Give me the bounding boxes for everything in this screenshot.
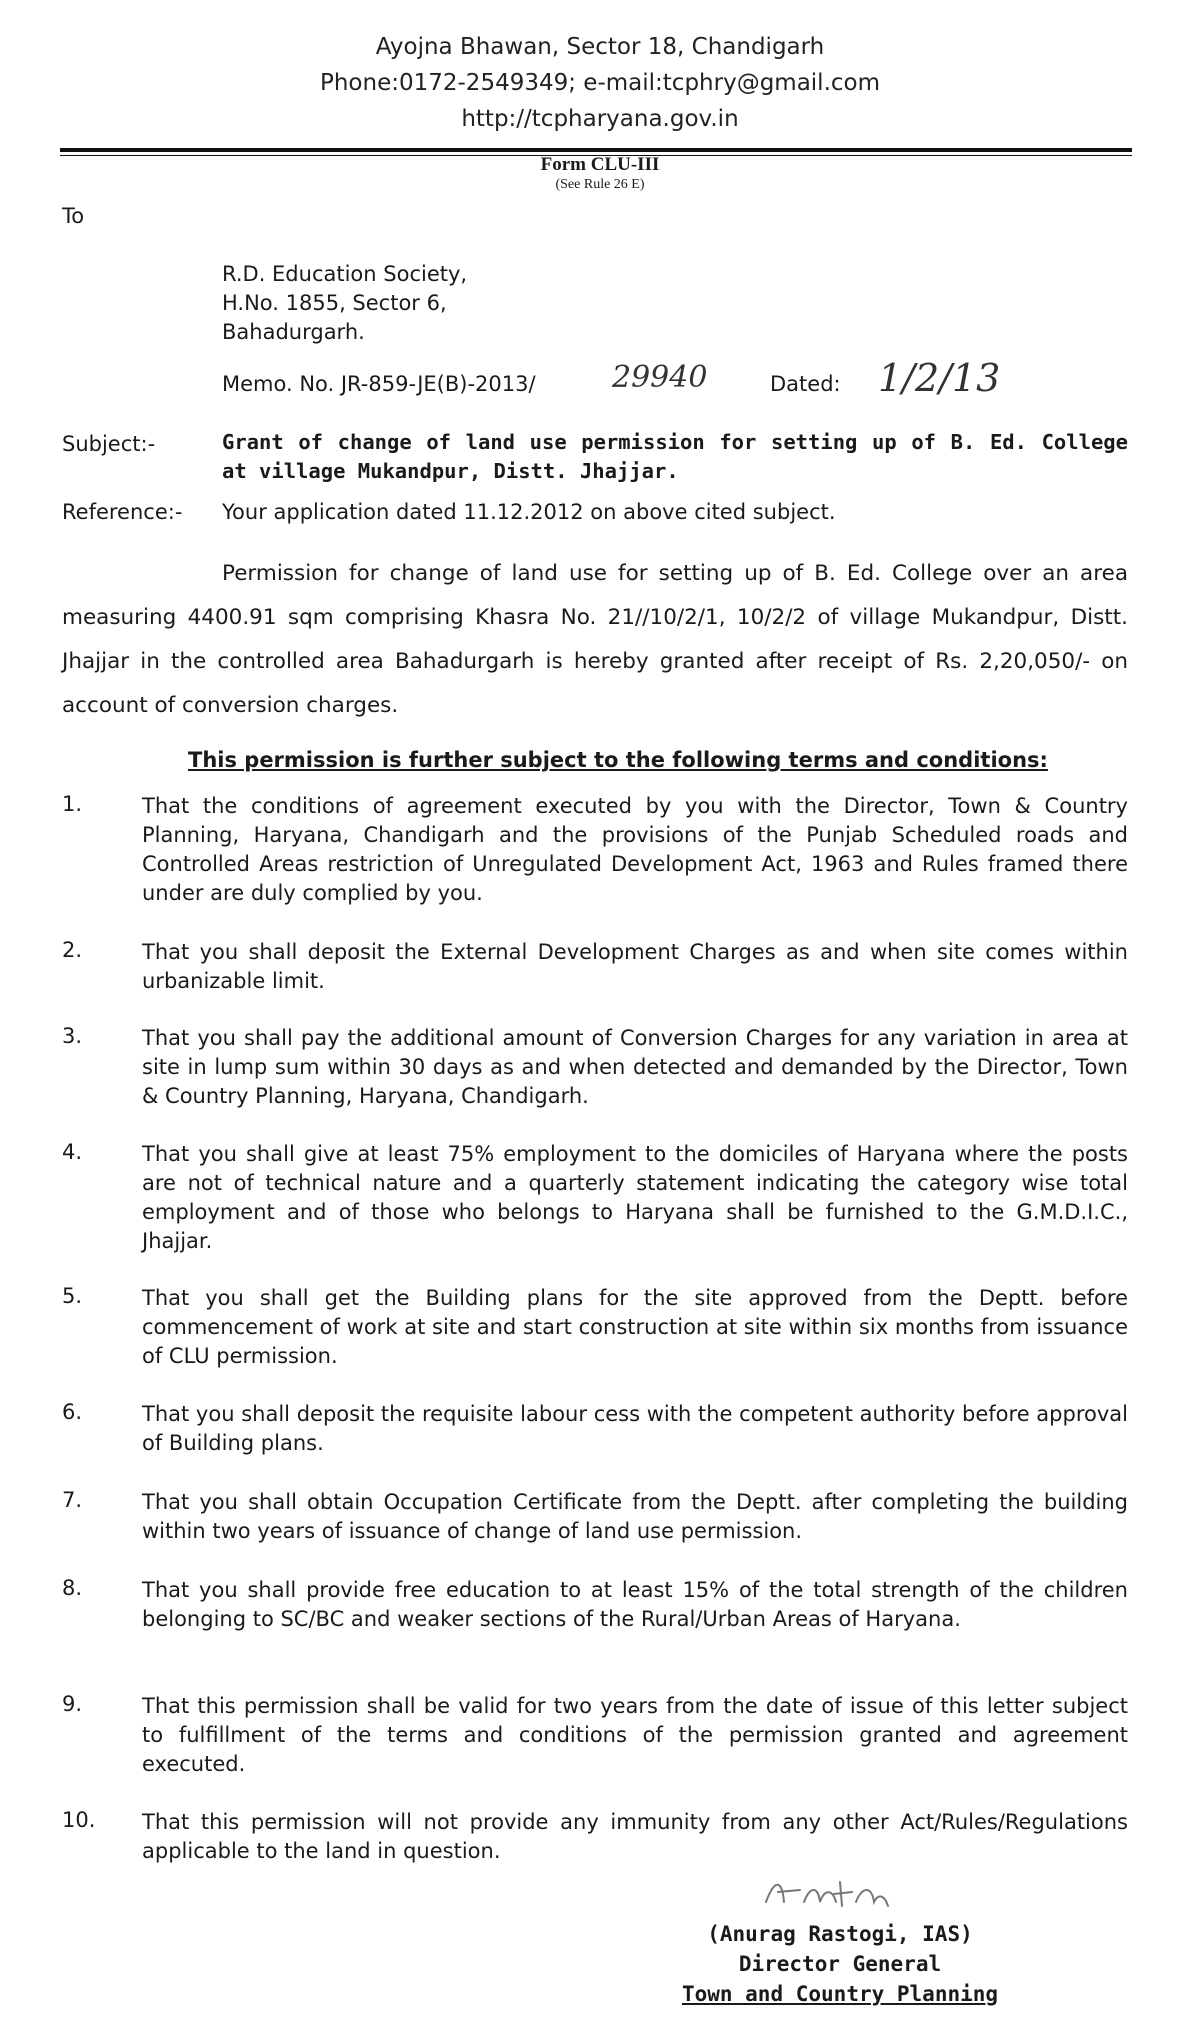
- condition-text: That you shall pay the additional amount of Conversion Charges for any variation in area at site in lump sum within 30 days as and when detected and demanded by the Director, Town & Country Planning, Haryana, Chandigarh.: [142, 1026, 1128, 1108]
- letterhead-address: Ayojna Bhawan, Sector 18, Chandigarh: [375, 34, 825, 60]
- permission-paragraph: Permission for change of land use for setting up of B. Ed. College over an area measuring 4400.91 sqm comprising Khasra No. 21//10/2/1, 10/2/2 of village Mukandpur, Distt. Jhajjar in the controlled area Bahadurgarh is hereby granted after receipt of Rs. 2,20,050/- on account of conversion charges.: [62, 561, 1128, 718]
- signature-mark: [760, 1872, 900, 1916]
- letterhead-contact: Phone:0172-2549349; e-mail:tcphry@gmail.com: [319, 70, 881, 96]
- condition-number: 3.: [62, 1024, 83, 1048]
- condition-number: 1.: [62, 792, 83, 816]
- condition-number: 6.: [62, 1400, 83, 1424]
- signatory-designation: Director General: [738, 1952, 942, 1976]
- to-label: To: [62, 204, 85, 228]
- condition-text: That the conditions of agreement executed by you with the Director, Town & Country Planning, Haryana, Chandigarh and the provisions of the Punjab Scheduled roads and Controlled Areas restriction of Unregulated Development Act, 1963 and Rules framed there under are duly complied by you.: [142, 794, 1128, 905]
- condition-number: 9.: [62, 1692, 83, 1716]
- condition-text: That this permission shall be valid for two years from the date of issue of this letter subject to fulfillment of the terms and conditions of the permission granted and agreement executed.: [142, 1694, 1128, 1776]
- subject-text: Grant of change of land use permission for setting up of B. Ed. College at village Mukandpur, Distt. Jhajjar.: [222, 430, 1128, 483]
- condition-number: 4.: [62, 1140, 83, 1164]
- addressee-line-3: Bahadurgarh.: [222, 320, 365, 344]
- condition-text: That you shall deposit the requisite labour cess with the competent authority before approval of Building plans.: [142, 1402, 1128, 1455]
- reference-label: Reference:-: [62, 500, 183, 524]
- condition-number: 10.: [62, 1808, 96, 1832]
- signatory-name: (Anurag Rastogi, IAS): [707, 1922, 973, 1946]
- condition-text: That you shall obtain Occupation Certificate from the Deptt. after completing the building within two years of issuance of change of land use permission.: [142, 1490, 1128, 1543]
- form-rule-reference: (See Rule 26 E): [555, 177, 645, 192]
- condition-number: 2.: [62, 938, 83, 962]
- condition-number: 5.: [62, 1284, 83, 1308]
- condition-number: 8.: [62, 1576, 83, 1600]
- addressee-line-1: R.D. Education Society,: [222, 262, 468, 286]
- terms-heading: This permission is further subject to the following terms and conditions:: [188, 748, 1048, 772]
- date-handwritten: 1/2/13: [878, 356, 1001, 400]
- signatory-department: Town and Country Planning: [681, 1982, 999, 2006]
- dated-label: Dated:: [770, 372, 841, 396]
- condition-text: That you shall get the Building plans for the site approved from the Deptt. before commencement of work at site and start construction at site within six months from issuance of CLU permission.: [142, 1286, 1128, 1368]
- addressee-line-2: H.No. 1855, Sector 6,: [222, 291, 447, 315]
- reference-text: Your application dated 11.12.2012 on above cited subject.: [222, 500, 836, 524]
- condition-text: That you shall deposit the External Development Charges as and when site comes within urbanizable limit.: [142, 940, 1128, 993]
- subject-label: Subject:-: [62, 432, 156, 456]
- letterhead-website: http://tcpharyana.gov.in: [461, 106, 739, 132]
- condition-text: That you shall provide free education to at least 15% of the total strength of the children belonging to SC/BC and weaker sections of the Rural/Urban Areas of Haryana.: [142, 1578, 1128, 1631]
- memo-number-prefix: Memo. No. JR-859-JE(B)-2013/: [222, 372, 536, 396]
- condition-number: 7.: [62, 1488, 83, 1512]
- memo-number-handwritten: 29940: [612, 360, 708, 395]
- header-rule: [60, 148, 1132, 152]
- condition-text: That you shall give at least 75% employment to the domiciles of Haryana where the posts are not of technical nature and a quarterly statement indicating the category wise total employment and of those who belongs to Haryana shall be furnished to the G.M.D.I.C., Jhajjar.: [142, 1142, 1128, 1253]
- form-title: Form CLU-III: [540, 154, 660, 175]
- condition-text: That this permission will not provide any immunity from any other Act/Rules/Regulations applicable to the land in question.: [142, 1810, 1128, 1863]
